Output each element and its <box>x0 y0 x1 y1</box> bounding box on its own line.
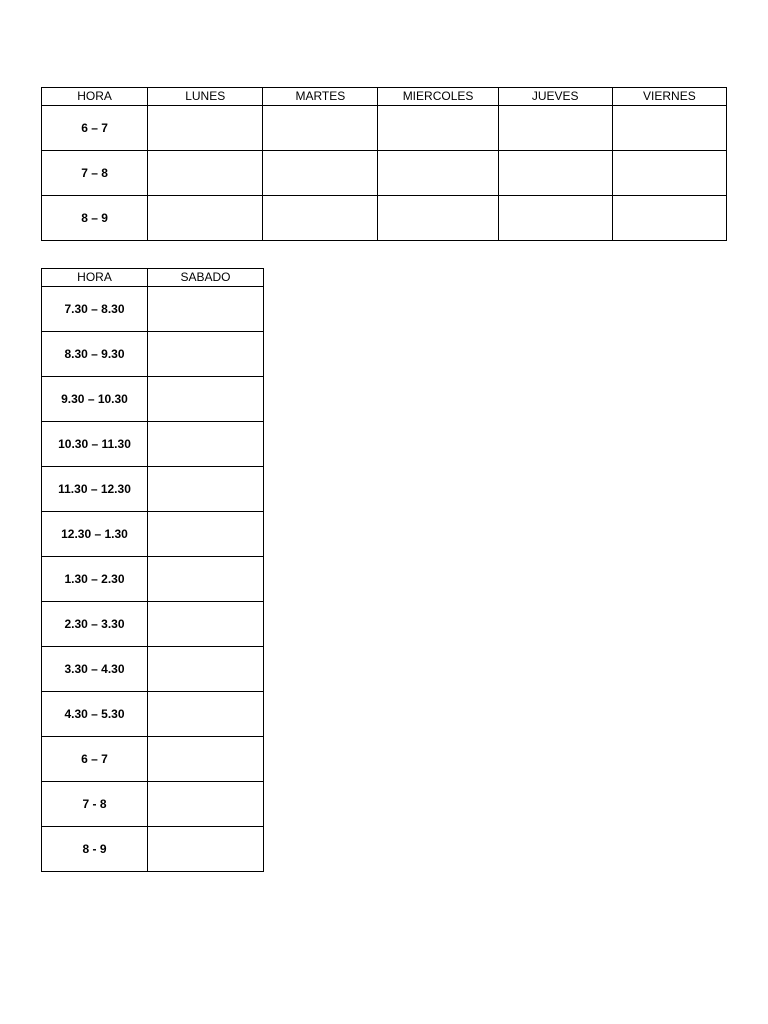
schedule-cell[interactable] <box>378 151 498 196</box>
header-jueves: JUEVES <box>498 88 612 106</box>
table-row <box>42 782 264 827</box>
hour-cell: 1.30 – 2.30 <box>42 557 148 602</box>
hour-cell: 9.30 – 10.30 <box>42 377 148 422</box>
schedule-cell[interactable] <box>263 196 378 241</box>
schedule-cell[interactable] <box>148 782 264 827</box>
hour-cell: 7 – 8 <box>42 151 148 196</box>
header-row <box>42 88 727 106</box>
table-row <box>42 737 264 782</box>
hour-cell: 3.30 – 4.30 <box>42 647 148 692</box>
schedule-cell[interactable] <box>148 287 264 332</box>
table-row <box>42 512 264 557</box>
hour-cell: 4.30 – 5.30 <box>42 692 148 737</box>
schedule-cell[interactable] <box>148 422 264 467</box>
weekday-schedule-table <box>41 87 727 241</box>
saturday-schedule-table <box>41 268 264 872</box>
schedule-cell[interactable] <box>612 196 726 241</box>
header-lunes: LUNES <box>148 88 263 106</box>
table-row <box>42 106 727 151</box>
schedule-cell[interactable] <box>612 106 726 151</box>
schedule-cell[interactable] <box>148 557 264 602</box>
header-hora: HORA <box>42 88 148 106</box>
hour-cell: 2.30 – 3.30 <box>42 602 148 647</box>
hour-cell: 7 - 8 <box>42 782 148 827</box>
schedule-cell[interactable] <box>148 512 264 557</box>
table-row <box>42 196 727 241</box>
table-row <box>42 422 264 467</box>
header-sabado: SABADO <box>148 269 264 287</box>
schedule-cell[interactable] <box>378 106 498 151</box>
schedule-cell[interactable] <box>498 196 612 241</box>
hour-cell: 6 – 7 <box>42 737 148 782</box>
schedule-cell[interactable] <box>148 647 264 692</box>
schedule-cell[interactable] <box>263 106 378 151</box>
header-row <box>42 269 264 287</box>
schedule-cell[interactable] <box>148 332 264 377</box>
schedule-cell[interactable] <box>148 737 264 782</box>
schedule-cell[interactable] <box>148 467 264 512</box>
hour-cell: 8 - 9 <box>42 827 148 872</box>
table-row <box>42 332 264 377</box>
header-hora: HORA <box>42 269 148 287</box>
schedule-cell[interactable] <box>148 692 264 737</box>
header-viernes: VIERNES <box>612 88 726 106</box>
schedule-cell[interactable] <box>263 151 378 196</box>
table-row <box>42 647 264 692</box>
table-row <box>42 287 264 332</box>
table-row <box>42 151 727 196</box>
schedule-cell[interactable] <box>612 151 726 196</box>
schedule-cell[interactable] <box>148 827 264 872</box>
table-row <box>42 557 264 602</box>
hour-cell: 11.30 – 12.30 <box>42 467 148 512</box>
table-row <box>42 377 264 422</box>
schedule-cell[interactable] <box>148 106 263 151</box>
schedule-cell[interactable] <box>148 196 263 241</box>
table-row <box>42 467 264 512</box>
schedule-cell[interactable] <box>498 106 612 151</box>
header-martes: MARTES <box>263 88 378 106</box>
schedule-cell[interactable] <box>148 151 263 196</box>
hour-cell: 12.30 – 1.30 <box>42 512 148 557</box>
header-miercoles: MIERCOLES <box>378 88 498 106</box>
schedule-cell[interactable] <box>148 602 264 647</box>
schedule-cell[interactable] <box>498 151 612 196</box>
schedule-cell[interactable] <box>378 196 498 241</box>
table-row <box>42 602 264 647</box>
schedule-cell[interactable] <box>148 377 264 422</box>
hour-cell: 6 – 7 <box>42 106 148 151</box>
table-row <box>42 692 264 737</box>
table-row <box>42 827 264 872</box>
hour-cell: 8 – 9 <box>42 196 148 241</box>
hour-cell: 7.30 – 8.30 <box>42 287 148 332</box>
hour-cell: 8.30 – 9.30 <box>42 332 148 377</box>
hour-cell: 10.30 – 11.30 <box>42 422 148 467</box>
